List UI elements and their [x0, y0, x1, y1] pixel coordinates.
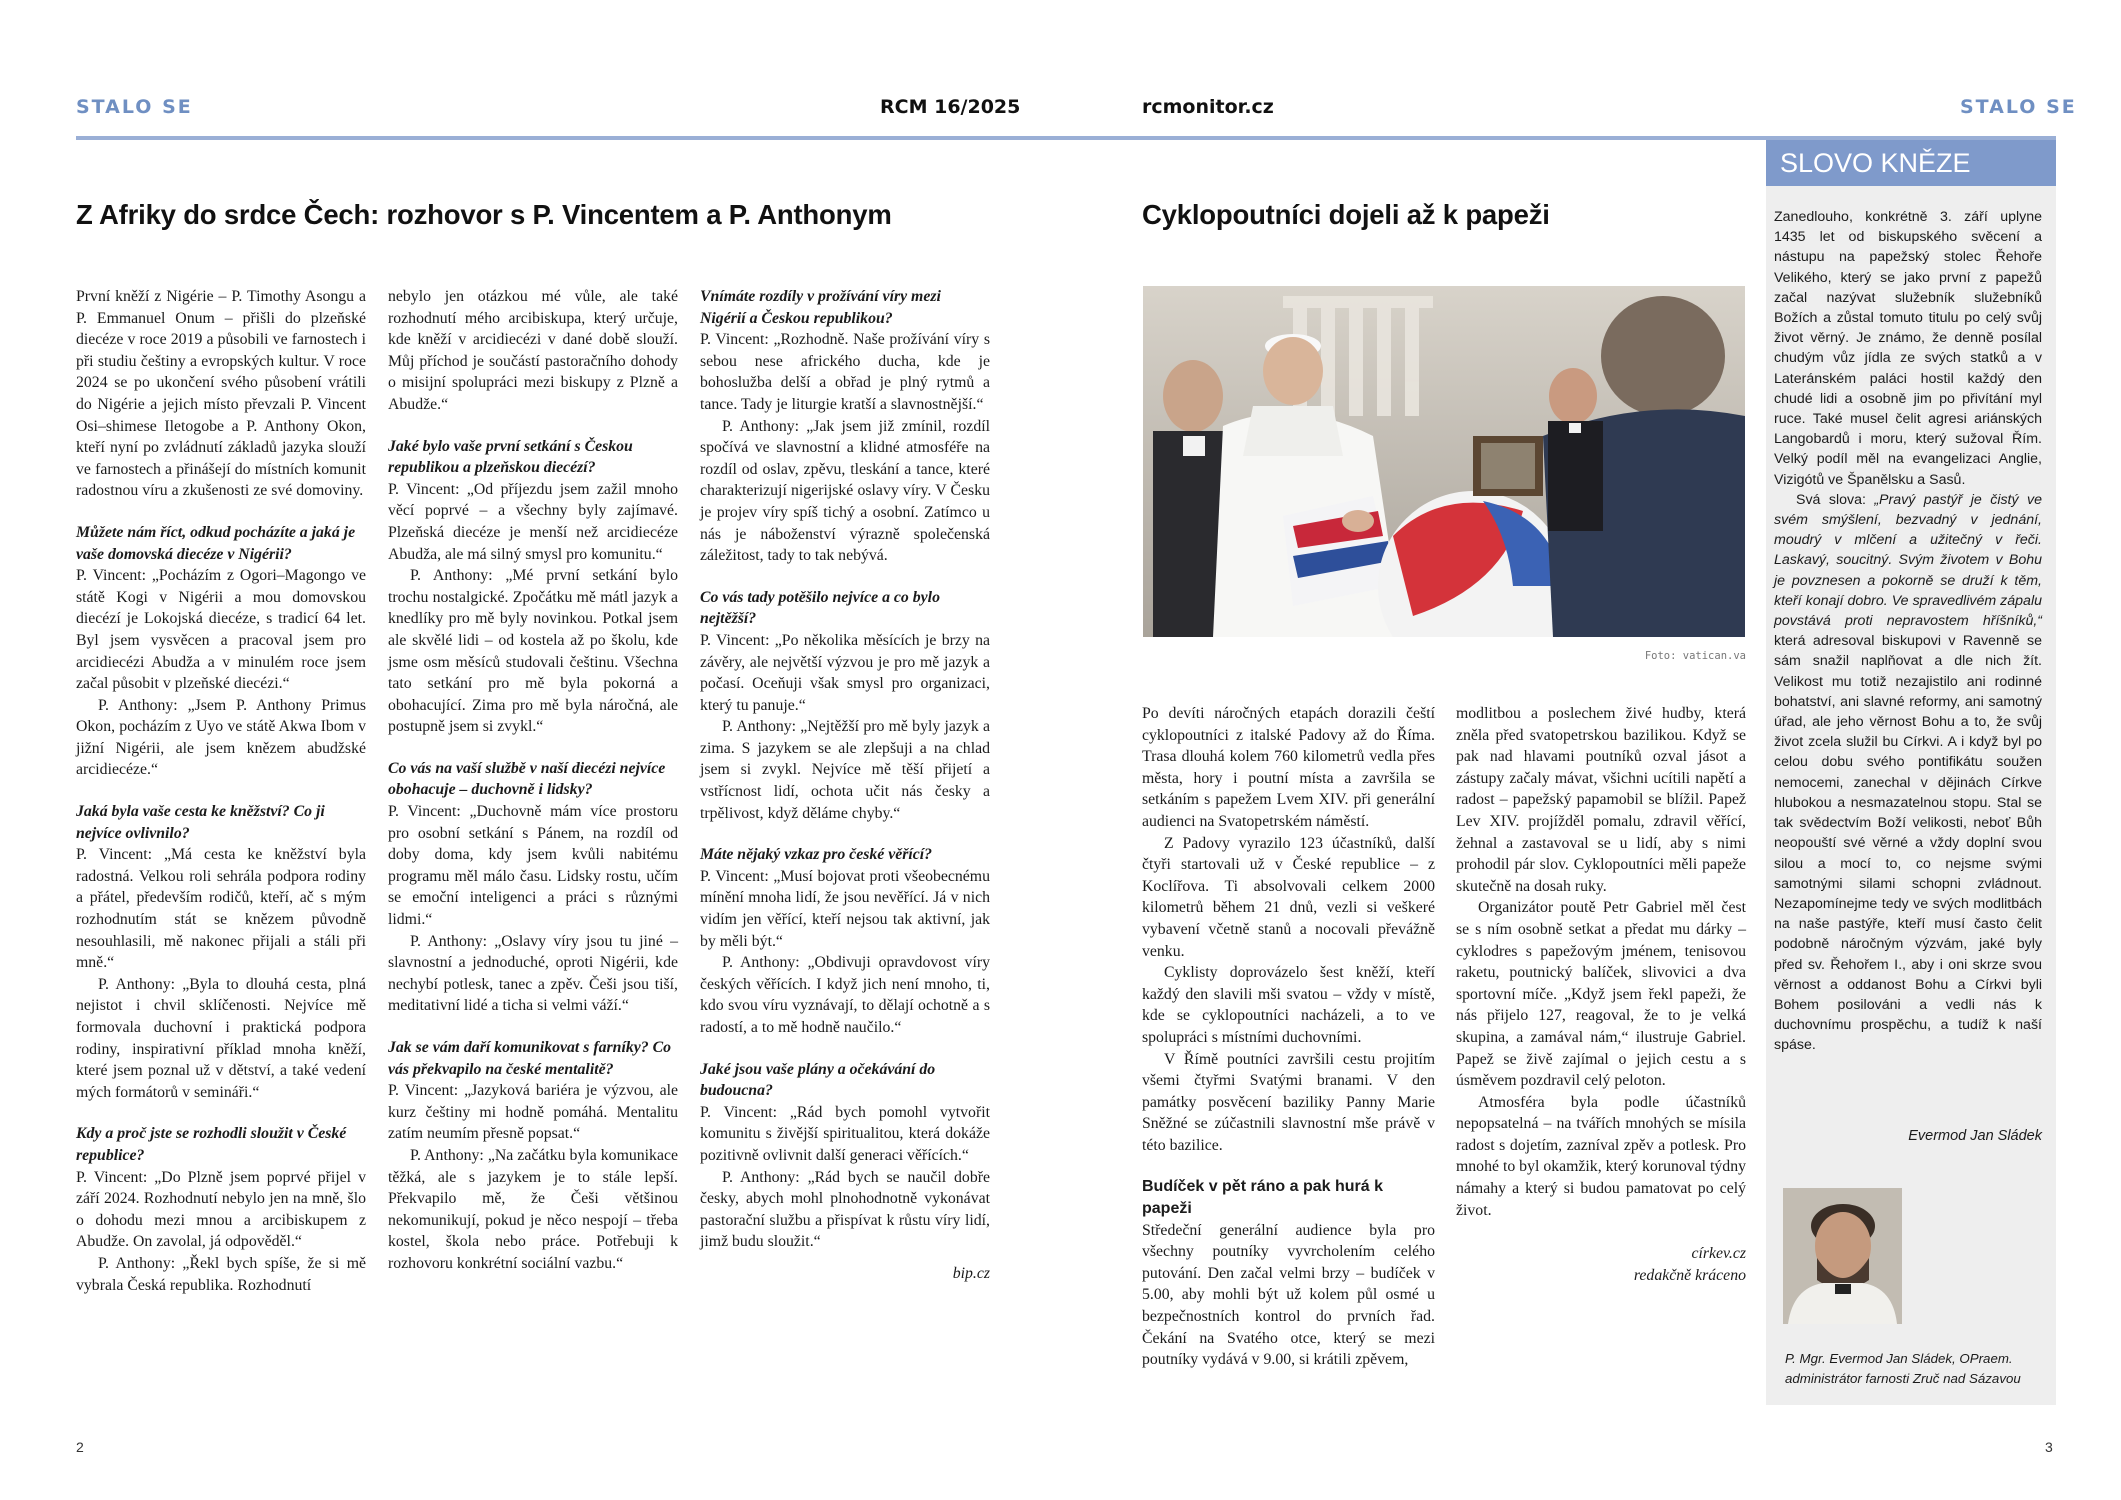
article1-column-1: [76, 286, 366, 1296]
body-paragraph: V Římě poutníci završili cestu projitím všemi čtyřmi Svatými branami. V den památky posvěcení baziliky Panny Marie Sněžné se zúčastnili slavnostní mše právě v této bazilice.: [1142, 1050, 1435, 1154]
sidebar-paragraph: Zanedlouho, konkrétně 3. září uplyne 1435 let od biskupského svěcení a nástupu na papežský stolec Řehoře Velikého, který se jako první z papežů začal nazývat služebník služebníků Božích a zůstal tomuto titulu po celý svůj život věrný. Je známo, že denně posílal chudým vůz jídla ze svých statků a v Lateránském paláci hostil každý den chudé lidi a osobně jim po přivítání myl ruce. Také musel čelit agresi ariánských Langobardů i moru, který sužoval Řím. Velký podíl měl na evangelizaci Anglie, Vizigótů ve Španělsku a Sasů.: [1774, 209, 2042, 488]
answer-paragraph: P. Anthony: „Oslavy víry jsou tu jiné – slavnostní a jednoduché, oproti Nigérii, kde nechybí potlesk, tanec a zpěv. Češi jsou tiší, meditativní lidé a ticha si velmi váží.“: [388, 932, 678, 1015]
answer-paragraph: P. Anthony: „Mé první setkání bylo trochu nostalgické. Zpočátku mě mátl jazyk a knedlíky pro mě byly novinkou. Potkal jsem ale skvělé lidi – od kostela až po školu, kde jsme osm měsíců studovali češtinu. Všechna tato setkání pro mě byla pokorná a obohacující. Zima pro mě byla náročná, ale postupně jsem si zvykl.“: [388, 567, 678, 736]
article2-column-2: [1456, 703, 1746, 1286]
answer-paragraph: P. Anthony: „Řekl bych spíše, že si mě vybrala Česká republika. Rozhodnutí: [76, 1254, 366, 1294]
issue-label: RCM 16/2025: [880, 96, 1021, 118]
answer-paragraph: nebylo jen otázkou mé vůle, ale také rozhodnutí mého arcibiskupa, který určuje, kde kněží v arcidiecézi v dané době slouží. Můj příchod je součástí pastoračního dohody o misijní spolupráci mezi biskupy z Plzně a Abudže.“: [388, 288, 678, 413]
question-heading: Máte nějaký vzkaz pro české věřící?: [700, 846, 933, 864]
answer-paragraph: P. Vincent: „Pocházím z Ogori–Magongo ve státě Kogi v Nigérii a mou domovskou diecézí je Lokojská diecéze, s tradicí 64 let. Byl jsem vysvěcen a pracoval jsem pro arcidiecézi Abudža a v minulém roce jsem začal působit v plzeňské diecézi.“: [76, 567, 366, 693]
answer-paragraph: P. Vincent: „Má cesta ke kněžství byla radostná. Velkou roli sehrála podpora rodiny a přátel, především rodičů, kteří, ač s mým rozhodnutím stát se knězem původně nesouhlasili, mě nakonec přijali a stáli při mně.“: [76, 846, 366, 972]
question-heading: Jak se vám daří komunikovat s farníky? Co vás překvapilo na české mentalitě?: [388, 1039, 672, 1078]
question-heading: Můžete nám říct, odkud pocházíte a jaká je vaše domovská diecéze v Nigérii?: [76, 523, 356, 563]
question-heading: Jaké bylo vaše první setkání s Českou republikou a plzeňskou diecézí?: [388, 437, 633, 477]
body-paragraph: Středeční generální audience byla pro všechny poutníky vyvrcholením celého putování. Den začal velmi brzy – budíček v 5.00, aby mohli být už kolem půl osmé u bezpečnostních kontrol do prvních řad. Čekání na Svatého otce, který se mezi poutníky vydává v 9.00, si krátili zpěvem,: [1142, 1221, 1435, 1369]
answer-paragraph: P. Vincent: „Musí bojovat proti všeobecnému mínění mnoha lidí, že jsou nevěřící. Já v nich vidím jen věřící, kteří nejsou tak aktivní, jak by měli být.“: [700, 867, 990, 950]
section-label-right: STALO SE: [1960, 96, 2077, 118]
body-paragraph: Po devíti náročných etapách dorazili čeští cyklopoutníci z italské Padovy až do Říma. Trasa dlouhá kolem 760 kilometrů vedla přes města, hory i poutní místa a završila se setkáním s papežem Lvem XIV. při generální audienci na Svatopetrském náměstí.: [1142, 705, 1435, 830]
answer-paragraph: P. Anthony: „Jsem P. Anthony Primus Okon, pocházím z Uyo ve státě Akwa Ibom v jižní Nigérii, ale jsem knězem abudžské arcidiecéze.“: [76, 696, 366, 779]
sidebar-paragraph: [1774, 490, 2042, 1056]
question-heading: Jaké jsou vaše plány a očekávání do budoucna?: [700, 1060, 936, 1100]
answer-paragraph: P. Anthony: „Jak jsem již zmínil, rozdíl spočívá ve slavnostní a klidné atmosféře na rozdíl od oslav, zpěvu, tleskání a tance, které charakterizují nigerijské oslavy víry. V Česku je projev víry spíš tichý a osobní. Zatímco u nás je náboženství výrazně společenská záležitost, tady to tak nebývá.: [700, 417, 990, 565]
answer-paragraph: P. Vincent: „Do Plzně jsem poprvé přijel v září 2024. Rozhodnutí nebylo jen na mně, šlo o dohodu mezi mnou a arcibiskupem z Abudže. On zavolal, já odpověděl.“: [76, 1168, 366, 1251]
question-heading: Co vás na vaší službě v naší diecézi nejvíce obohacuje – duchovně i lidsky?: [388, 759, 666, 799]
sidebar-title-text: SLOVO KNĚZE: [1780, 148, 1971, 178]
answer-paragraph: P. Vincent: „Rád bych pomohl vytvořit komunitu s živější spiritualitou, která dokáže pozitivně ovlivnit další generaci věřících.“: [700, 1103, 990, 1164]
answer-paragraph: P. Anthony: „Nejtěžší pro mě byly jazyk a zima. S jazykem se ale zlepšuji a na chlad jsem si zvykl. Nejvíce mě těší přijetí a vstřícnost lidí, ochota učit nás česky a trpělivost, když děláme chyby.“: [700, 718, 990, 822]
sidebar-rest: která adresoval biskupovi v Ravenně se sám snažil naplňovat a dle nich žít. Velikost mu totiž nezajistilo ani rodinné bohatství, ani slavné reformy, ani samotný úřad, ale jeho věrnost Bohu a to, že svůj život zcela služil bu Církvi. A i když byl po celou dobu svého pontifikátu soužen nemocemi, zanechal v dějinách Církve hlubokou a nesmazatelnou stopu. Stal se tak svědectvím Boží velikosti, neboť Bůh neopouští své věrné a vždy doplní svou silou a mocí to, co nejsme svými samotnými silami schopni zvládnout. Nezapomínejme tedy ve svých modlitbách na naše pastýře, kteří musí často čelit podobně náročným výzvám, jaké byly před sv. Řehořem I., aby i oni skrze svou věrnost a oddanost Bohu a Církvi byli Bohem posilováni a vedli nás k duchovnímu prospěchu, a tudíž k naší spáse.: [1774, 633, 2042, 1054]
intro-paragraph: První kněží z Nigérie – P. Timothy Asongu a P. Emmanuel Onum – přišli do plzeňské diecéze v roce 2019 a působili ve farnostech i při studiu češtiny a evropských kultur. V roce 2024 se po ukončení svého působení vrátili do Nigérie a jejich místo převzali P. Vincent Osi–shimese Iletogobe a P. Anthony Okon, kteří nyní po zvládnutí základů jazyka slouží ve farnostech a přinášejí do místních komunit radostnou víru a zkušenosti ze své domoviny.: [76, 288, 366, 500]
answer-paragraph: P. Anthony: „Byla to dlouhá cesta, plná nejistot i chvil sklíčenosti. Nejvíce mě formovala duchovní i praktická podpora rodiny, inspirativní příklad mnoha kněží, které jsem poznal už v dětství, a také vedení mých formátorů v semináři.“: [76, 975, 366, 1101]
subheading: Budíček v pět ráno a pak hurá k papeži: [1142, 1178, 1383, 1218]
page-number-left: 2: [76, 1439, 84, 1455]
article-title-interview: Z Afriky do srdce Čech: rozhovor s P. Vincentem a P. Anthonym: [76, 199, 892, 230]
body-paragraph: Organizátor poutě Petr Gabriel měl čest se s ním osobně setkat a předat mu dárky – cyklodres s papežovým jménem, tenisovou raketu, poutnický balíček, slivovici a dva sportovní míče. „Když jsem řekl papeži, že nás přijelo 127, reagoval, že to je velká skupina, a zamával nám,“ ilustruje Gabriel. Papež se živě zajímal o jejich cestu a s úsměvem pozdravil celý peloton.: [1456, 899, 1746, 1090]
answer-paragraph: P. Vincent: „Od příjezdu jsem zažil mnoho věcí poprvé – a všechny byly zajímavé. Plzeňská diecéze je menší než arcidiecéze Abudža, ale má silný smysl pro komunitu.“: [388, 480, 678, 563]
question-heading: Kdy a proč jste se rozhodli sloužit v České republice?: [76, 1125, 347, 1164]
header-rule: [76, 136, 1766, 140]
caption-line: administrátor farnosti Zruč nad Sázavou: [1785, 1371, 2021, 1386]
article-title-cyclists: Cyklopoutníci dojeli až k papeži: [1142, 199, 1550, 230]
question-heading: Vnímáte rozdíly v prožívání víry mezi Nigérií a Českou republikou?: [700, 288, 941, 327]
portrait-caption: [1785, 1349, 2055, 1389]
article-source-note: redakčně kráceno: [1633, 1266, 1746, 1284]
sidebar-text: [1774, 207, 2042, 1056]
answer-paragraph: P. Anthony: „Na začátku byla komunikace těžká, ale s jazykem je to stále lepší. Překvapilo mě, že Češi většinou nekomunikují, pokud je něco nespojí – třeba kostel, škola nebo práce. Potřebuji k rozhovoru konkrétní sociální vazbu.“: [388, 1146, 678, 1272]
answer-paragraph: P. Vincent: „Rozhodně. Naše prožívání víry s sebou nese afrického ducha, kde je bohoslužba delší a obřad je plný rytmů a tance. Tady je liturgie kratší a slavnostnější.“: [700, 331, 990, 413]
question-heading: Co vás tady potěšilo nejvíce a co bylo nejtěžší?: [700, 588, 940, 628]
question-heading: Jaká byla vaše cesta ke kněžství? Co ji nejvíce ovlivnilo?: [76, 803, 325, 842]
answer-paragraph: P. Anthony: „Rád bych se naučil dobře česky, abych mohl plnohodnotně vykonávat pastorační službu a přispívat k růstu víry lidí, jimž budu sloužit.“: [700, 1168, 990, 1251]
sidebar-quote: „Pravý pastýř je čistý ve svém smýšlení, bezvadný v jednání, moudrý v mlčení a užitečný v řeči. Laskavý, soucitný. Svým životem v Bohu je povznesen a pokorně se druží k těm, kteří konají dobro. Ve spravedlivém zápalu povstává proti nepravostem hříšníků,“: [1774, 491, 2042, 630]
caption-line: P. Mgr. Evermod Jan Sládek, OPraem.: [1785, 1351, 2013, 1366]
pope-cyclists-photo: [1143, 286, 1745, 637]
answer-paragraph: P. Anthony: „Obdivuji opravdovost víry českých věřících. I když jich není mnoho, ti, kdo svou víru vyznávají, to dělají ochotně a s radostí, a to mě hodně naučilo.“: [700, 954, 990, 1036]
website-label: rcmonitor.cz: [1142, 96, 1274, 118]
article-source: církev.cz: [1691, 1245, 1746, 1263]
sidebar-lead: Svá slova:: [1796, 491, 1875, 508]
body-paragraph: Z Padovy vyrazilo 123 účastníků, další čtyři startovali už v České republice – z Koclířova. Ti absolvovali celkem 2000 kilometrů během 21 dnů, vezli si veškeré vybavení včetně stanů a nocovali převážně venku.: [1142, 834, 1435, 960]
article1-column-2: [388, 286, 678, 1275]
sidebar-author: Evermod Jan Sládek: [1908, 1128, 2042, 1144]
page-number-right: 3: [2045, 1439, 2053, 1455]
body-paragraph: Cyklisty doprovázelo šest kněží, kteří každý den slavili mši svatou – vždy v místě, kde se cyklopoutníci nacházeli, a to ve spolupráci s místními duchovními.: [1142, 964, 1435, 1046]
section-label-left: STALO SE: [76, 96, 193, 118]
answer-paragraph: P. Vincent: „Jazyková bariéra je výzvou, ale kurz češtiny mi hodně pomáhá. Mentalitu zatím neumím přesně popsat.“: [388, 1082, 678, 1143]
photo-credit: Foto: vatican.va: [1644, 650, 1746, 662]
body-paragraph: Atmosféra byla podle účastníků nepopsatelná – na tvářích mnohých se mísila radost s dojetím, zazníval zpěv a potlesk. Pro mnohé to byl okamžik, který korunoval týdny námahy a který si budou pamatovat po celý život.: [1456, 1093, 1746, 1219]
article-source: bip.cz: [952, 1264, 990, 1282]
body-paragraph: modlitbou a poslechem živé hudby, která zněla před svatopetrskou bazilikou. Když se pak nad hlavami poutníků ozval jásot a zástupy začaly mávat, všichni ucítili napětí a radost – papežský papamobil se blížil. Papež Lev XIV. projížděl pomalu, zdravil věřící, žehnal a zastavoval se u lidí, aby s nimi prohodil pár slov. Cyklopoutníci měli papeže skutečně na dosah ruky.: [1456, 705, 1746, 895]
article1-column-3: [700, 286, 990, 1285]
answer-paragraph: P. Vincent: „Duchovně mám více prostoru pro osobní setkání s Pánem, na rozdíl od doby doma, kdy jsem kvůli nabitému programu měl málo času. Lidsky rostu, učím se emoční inteligenci a práci s různými lidmi.“: [388, 803, 678, 929]
article2-column-1: [1142, 703, 1435, 1371]
sidebar-title: [1766, 140, 2056, 186]
author-portrait: [1783, 1188, 1902, 1324]
answer-paragraph: P. Vincent: „Po několika měsících je brzy na závěry, ale největší výzvou je pro mě jazyk a počasí. Oceňuji však smysl pro organizaci, který tu panuje.“: [700, 631, 990, 714]
